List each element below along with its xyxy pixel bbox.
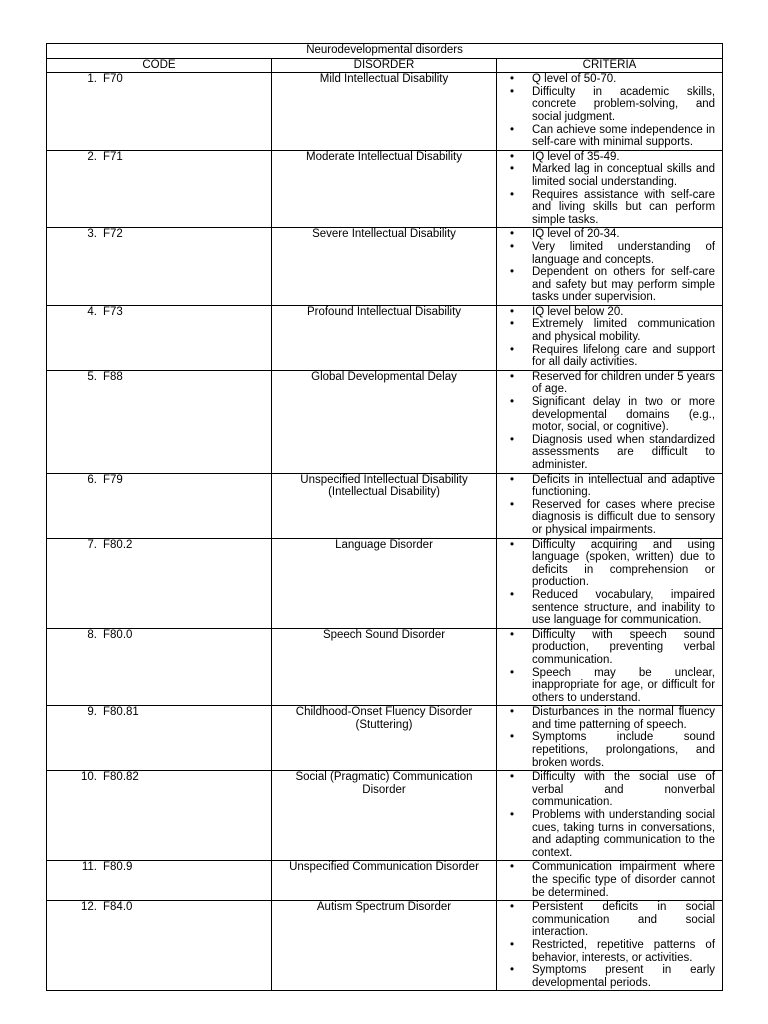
code-cell [47, 473, 272, 538]
criteria-list [500, 474, 719, 537]
disorder-name: Language Disorder [272, 538, 497, 628]
criteria-cell [497, 473, 723, 538]
table-row [47, 628, 723, 706]
criteria-item: • IQ level below 20. [500, 306, 719, 319]
criteria-item: • IQ level of 35-49. [500, 151, 719, 164]
criteria-item: • Significant delay in two or more developmental domains (e.g., motor, social, or cognitive). [500, 396, 719, 434]
criteria-item: • Reserved for cases where precise diagnosis is difficult due to sensory or physical impairments. [500, 499, 719, 537]
row-number: 5. [87, 370, 97, 383]
disorder-name: Mild Intellectual Disability [272, 73, 497, 151]
icd-code: F70 [103, 73, 123, 86]
criteria-item: • Requires lifelong care and support for all daily activities. [500, 344, 719, 369]
disorder-name: Speech Sound Disorder [272, 628, 497, 706]
code-cell [47, 305, 272, 370]
table-row [47, 150, 723, 228]
criteria-cell [497, 771, 723, 861]
criteria-list [500, 151, 719, 227]
criteria-cell [497, 228, 723, 306]
disorders-table [46, 43, 723, 991]
table-row [47, 228, 723, 306]
table-row [47, 706, 723, 771]
disorder-name: Unspecified Intellectual Disability (Intellectual Disability) [272, 473, 497, 538]
table-row [47, 305, 723, 370]
criteria-item: • Dependent on others for self-care and safety but may perform simple tasks under supervision. [500, 266, 719, 304]
icd-code: F79 [103, 473, 123, 486]
code-cell [47, 73, 272, 151]
disorder-name: Profound Intellectual Disability [272, 305, 497, 370]
criteria-item: • Extremely limited communication and physical mobility. [500, 318, 719, 343]
criteria-cell [497, 706, 723, 771]
table-row [47, 901, 723, 991]
header-criteria: CRITERIA [497, 58, 723, 73]
disorder-name: Autism Spectrum Disorder [272, 901, 497, 991]
criteria-item: • Difficulty acquiring and using language (spoken, written) due to deficits in comprehension or production. [500, 539, 719, 589]
criteria-item: • Q level of 50-70. [500, 73, 719, 86]
code-cell [47, 861, 272, 901]
criteria-list [500, 371, 719, 472]
criteria-item: • IQ level of 20-34. [500, 228, 719, 241]
row-number: 11. [81, 861, 97, 874]
icd-code: F88 [103, 370, 123, 383]
table-title-row [47, 44, 723, 59]
disorder-name: Unspecified Communication Disorder [272, 861, 497, 901]
disorder-name: Moderate Intellectual Disability [272, 150, 497, 228]
criteria-item: • Deficits in intellectual and adaptive functioning. [500, 474, 719, 499]
table-row [47, 473, 723, 538]
code-cell [47, 706, 272, 771]
criteria-list [500, 706, 719, 769]
row-number: 6. [87, 473, 97, 486]
row-number: 1. [87, 73, 97, 86]
criteria-item: • Communication impairment where the specific type of disorder cannot be determined. [500, 861, 719, 899]
icd-code: F80.9 [103, 861, 133, 874]
criteria-item: • Symptoms present in early developmental periods. [500, 964, 719, 989]
criteria-cell [497, 861, 723, 901]
criteria-cell [497, 305, 723, 370]
table-row [47, 771, 723, 861]
table-row [47, 73, 723, 151]
icd-code: F72 [103, 228, 123, 241]
icd-code: F73 [103, 305, 123, 318]
criteria-item: • Difficulty in academic skills, concrete problem-solving, and social judgment. [500, 86, 719, 124]
icd-code: F80.2 [103, 538, 133, 551]
row-number: 2. [87, 150, 97, 163]
criteria-item: • Difficulty with speech sound production, preventing verbal communication. [500, 629, 719, 667]
code-cell [47, 901, 272, 991]
icd-code: F80.81 [103, 706, 139, 719]
criteria-item: • Speech may be unclear, inappropriate for age, or difficult for others to understand. [500, 667, 719, 705]
criteria-cell [497, 538, 723, 628]
criteria-item: • Disturbances in the normal fluency and time patterning of speech. [500, 706, 719, 731]
criteria-list [500, 629, 719, 705]
criteria-cell [497, 73, 723, 151]
criteria-item: • Restricted, repetitive patterns of behavior, interests, or activities. [500, 939, 719, 964]
criteria-item: • Can achieve some independence in self-care with minimal supports. [500, 124, 719, 149]
criteria-item: • Requires assistance with self-care and living skills but can perform simple tasks. [500, 189, 719, 227]
row-number: 7. [87, 538, 97, 551]
table-row [47, 370, 723, 473]
criteria-item: • Reserved for children under 5 years of age. [500, 371, 719, 396]
criteria-list [500, 901, 719, 989]
disorder-name: Social (Pragmatic) Communication Disorder [272, 771, 497, 861]
icd-code: F84.0 [103, 901, 133, 914]
icd-code: F71 [103, 150, 123, 163]
disorder-name: Childhood-Onset Fluency Disorder (Stuttering) [272, 706, 497, 771]
criteria-cell [497, 901, 723, 991]
criteria-item: • Diagnosis used when standardized assessments are difficult to administer. [500, 434, 719, 472]
code-cell [47, 228, 272, 306]
criteria-item: • Reduced vocabulary, impaired sentence structure, and inability to use language for communication. [500, 589, 719, 627]
criteria-list [500, 228, 719, 304]
criteria-cell [497, 150, 723, 228]
icd-code: F80.0 [103, 628, 133, 641]
criteria-item: • Very limited understanding of language and concepts. [500, 241, 719, 266]
criteria-item: • Marked lag in conceptual skills and limited social understanding. [500, 163, 719, 188]
table-header-row [47, 58, 723, 73]
icd-code: F80.82 [103, 771, 139, 784]
row-number: 3. [87, 228, 97, 241]
criteria-list [500, 539, 719, 627]
code-cell [47, 628, 272, 706]
criteria-list [500, 771, 719, 859]
row-number: 4. [87, 305, 97, 318]
table-row [47, 861, 723, 901]
table-title: Neurodevelopmental disorders [47, 44, 723, 59]
criteria-list [500, 73, 719, 149]
criteria-item: • Problems with understanding social cues, taking turns in conversations, and adapting communication to the context. [500, 809, 719, 859]
code-cell [47, 150, 272, 228]
code-cell [47, 538, 272, 628]
row-number: 9. [87, 706, 97, 719]
disorder-name: Severe Intellectual Disability [272, 228, 497, 306]
row-number: 12. [81, 901, 97, 914]
criteria-item: • Difficulty with the social use of verbal and nonverbal communication. [500, 771, 719, 809]
disorder-name: Global Developmental Delay [272, 370, 497, 473]
header-code: CODE [47, 58, 272, 73]
code-cell [47, 370, 272, 473]
criteria-cell [497, 370, 723, 473]
row-number: 10. [81, 771, 97, 784]
code-cell [47, 771, 272, 861]
table-row [47, 538, 723, 628]
criteria-list [500, 306, 719, 369]
criteria-item: • Persistent deficits in social communication and social interaction. [500, 901, 719, 939]
criteria-list [500, 861, 719, 899]
row-number: 8. [87, 628, 97, 641]
criteria-item: • Symptoms include sound repetitions, prolongations, and broken words. [500, 731, 719, 769]
criteria-cell [497, 628, 723, 706]
header-disorder: DISORDER [272, 58, 497, 73]
